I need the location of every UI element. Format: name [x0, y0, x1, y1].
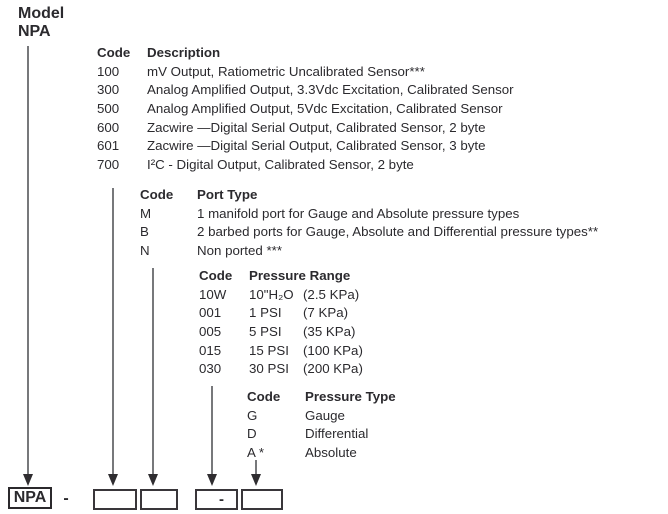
row-desc: Analog Amplified Output, 5Vdc Excitation, Calibrated Sensor — [147, 101, 503, 117]
row-code: 015 — [199, 342, 222, 358]
table-row — [140, 242, 598, 261]
table-row — [199, 323, 363, 342]
table-row — [97, 137, 514, 156]
description-section — [97, 44, 514, 175]
section-title: Pressure Range — [249, 268, 351, 283]
table-row — [97, 119, 514, 138]
section-title: Pressure Type — [305, 389, 396, 404]
row-desc: I²C - Digital Output, Calibrated Sensor, 2 byte — [147, 157, 414, 173]
row-kpa: (7 KPa) — [303, 305, 349, 321]
row-code: B — [140, 224, 149, 240]
table-row — [97, 100, 514, 119]
connector-line-port-type — [152, 268, 154, 474]
order-model-box: NPA — [8, 487, 52, 509]
model-label: Model — [18, 5, 65, 22]
row-code: 030 — [199, 361, 222, 377]
row-desc: 2 barbed ports for Gauge, Absolute and Differential pressure types** — [197, 224, 599, 240]
arrow-down-icon — [23, 474, 33, 486]
row-code: 005 — [199, 324, 222, 340]
model-header — [18, 5, 64, 41]
row-range: 1 PSI — [249, 305, 282, 321]
table-row — [247, 407, 396, 426]
row-type: Gauge — [305, 407, 345, 423]
row-code: 10W — [199, 286, 227, 302]
row-code: M — [140, 205, 152, 221]
order-field-box-description — [93, 489, 137, 510]
row-code: 100 — [97, 63, 120, 79]
row-desc: Non ported *** — [197, 243, 283, 259]
row-range: 15 PSI — [249, 342, 289, 358]
table-row — [97, 81, 514, 100]
row-desc: Zacwire —Digital Serial Output, Calibrated Sensor, 2 byte — [147, 119, 486, 135]
row-code: 001 — [199, 305, 222, 321]
table-row — [247, 425, 396, 444]
order-field-box-pressure-range: - — [195, 489, 238, 510]
connector-line-description — [112, 188, 114, 474]
row-desc: mV Output, Ratiometric Uncalibrated Sensor*** — [147, 63, 425, 79]
order-field-box-port-type — [140, 489, 178, 510]
arrow-down-icon — [108, 474, 118, 486]
table-row — [199, 360, 363, 379]
row-code: A * — [247, 445, 265, 461]
row-desc: Zacwire —Digital Serial Output, Calibrated Sensor, 3 byte — [147, 138, 486, 154]
row-range: 5 PSI — [249, 324, 282, 340]
table-row — [247, 444, 396, 463]
row-code: 601 — [97, 138, 120, 154]
table-row — [199, 286, 363, 305]
row-type: Differential — [305, 426, 369, 442]
arrow-down-icon — [251, 474, 261, 486]
port-type-section — [140, 186, 598, 261]
section-header — [247, 388, 396, 407]
code-column-header: Code — [140, 187, 174, 202]
row-code: 700 — [97, 157, 120, 173]
row-kpa: (100 KPa) — [303, 342, 363, 358]
section-header — [97, 44, 514, 63]
order-field-box-pressure-type — [241, 489, 283, 510]
row-code: D — [247, 426, 257, 442]
table-row — [199, 304, 363, 323]
pressure-range-section — [199, 267, 363, 379]
row-kpa: (35 KPa) — [303, 324, 356, 340]
row-desc: 1 manifold port for Gauge and Absolute pressure types — [197, 205, 520, 221]
table-row — [199, 342, 363, 361]
section-header — [140, 186, 598, 205]
model-code: NPA — [18, 23, 51, 40]
pressure-type-section — [247, 388, 396, 463]
row-type: Absolute — [305, 445, 357, 461]
connector-line-model — [27, 46, 29, 474]
table-row — [97, 63, 514, 82]
row-range: 30 PSI — [249, 361, 289, 377]
section-title: Description — [147, 45, 221, 60]
arrow-down-icon — [207, 474, 217, 486]
order-separator-dash: - — [63, 490, 69, 507]
row-code: 300 — [97, 82, 120, 98]
row-range: 10"H₂O — [249, 286, 294, 302]
row-kpa: (200 KPa) — [303, 361, 363, 377]
row-desc: Analog Amplified Output, 3.3Vdc Excitation, Calibrated Sensor — [147, 82, 514, 98]
code-column-header: Code — [247, 389, 281, 404]
section-header — [199, 267, 363, 286]
row-code: 500 — [97, 101, 120, 117]
code-column-header: Code — [199, 268, 233, 283]
table-row — [97, 156, 514, 175]
code-column-header: Code — [97, 45, 131, 60]
section-title: Port Type — [197, 187, 258, 202]
row-kpa: (2.5 KPa) — [303, 286, 360, 302]
row-code: G — [247, 407, 258, 423]
table-row — [140, 205, 598, 224]
row-code: 600 — [97, 119, 120, 135]
arrow-down-icon — [148, 474, 158, 486]
row-code: N — [140, 243, 150, 259]
connector-line-pressure-range — [211, 386, 213, 474]
table-row — [140, 223, 598, 242]
